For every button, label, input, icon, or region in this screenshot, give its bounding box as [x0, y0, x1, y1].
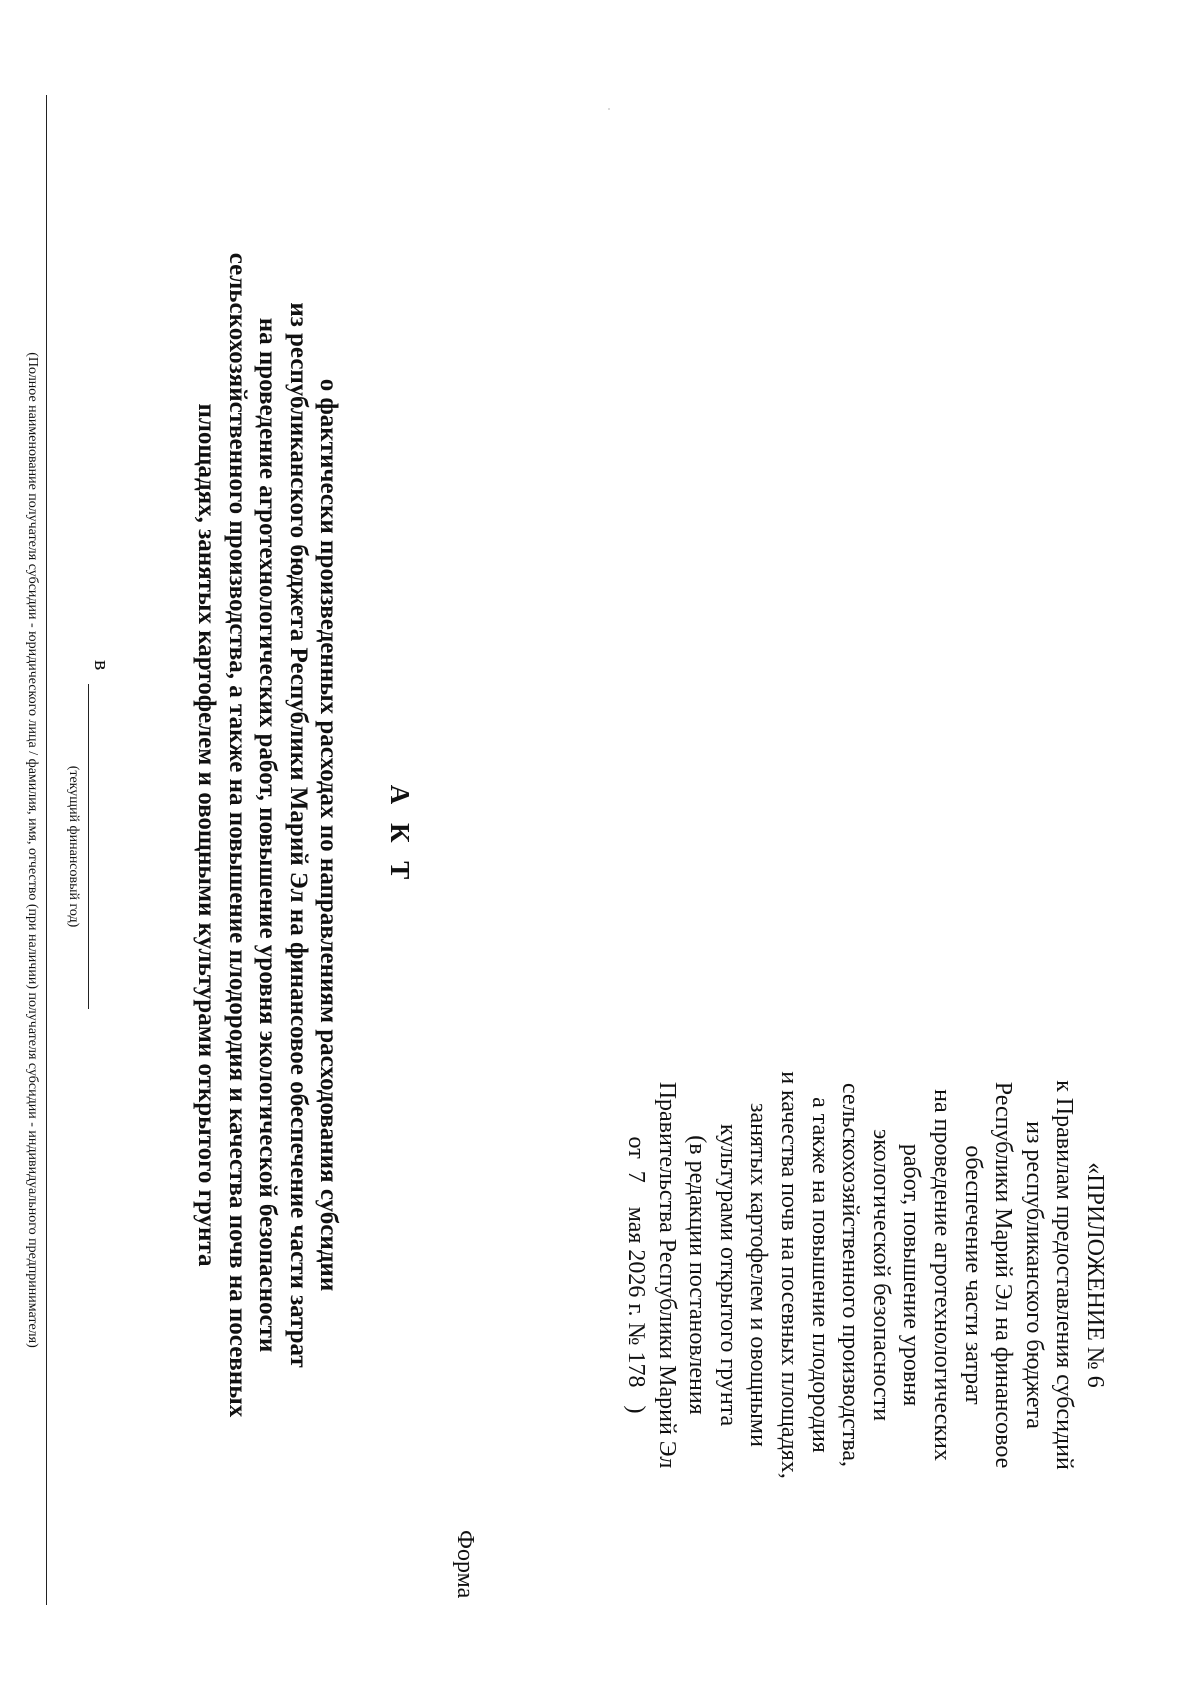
form-label: Форма	[452, 1530, 478, 1599]
act-subtitle-line-2: из республиканского бюджета Республики Марий Эл на финансовое обеспечение части затрат	[284, 302, 312, 1368]
act-subtitle-line-1: о фактически произведенных расходах по направлениям расходования субсидии	[315, 378, 342, 1292]
appendix-header	[621, 925, 1111, 1625]
financial-year-prefix: в	[90, 660, 115, 671]
appendix-line-11: и качества почв на посевных площадях,	[776, 1071, 803, 1479]
appendix-line-1: «ПРИЛОЖЕНИЕ № 6	[1082, 1162, 1108, 1388]
appendix-line-7: работ, повышение уровня	[898, 1143, 925, 1407]
appendix-line-3: из республиканского бюджета	[1020, 1121, 1047, 1429]
act-title-block	[191, 60, 415, 1610]
appendix-line-12: занятых картофелем и овощными	[745, 1103, 772, 1447]
appendix-line-10: а также на повышение плодородия	[806, 1097, 833, 1453]
appendix-signed-date-line: от 7 мая 2026 г. № 178 )	[623, 1136, 650, 1414]
appendix-line-13: культурами открытого грунта	[714, 1123, 741, 1427]
appendix-line-15: Правительства Республики Марий Эл	[653, 1081, 680, 1469]
scan-speck	[608, 108, 610, 110]
appendix-line-5: обеспечение части затрат	[959, 1145, 986, 1405]
recipient-name-blank-field[interactable]	[46, 95, 47, 1605]
act-subtitle-line-5: площадях, занятых картофелем и овощными культурами открытого грунта	[193, 403, 221, 1267]
act-heading: А К Т	[385, 784, 415, 886]
act-subtitle-line-4: сельскохозяйственного производства, а также на повышение плодородия и качества почв на посевных	[223, 252, 251, 1418]
appendix-line-6: на проведение агротехнологических	[929, 1089, 956, 1461]
appendix-line-8: экологической безопасности	[867, 1128, 894, 1422]
appendix-line-14: (в редакции постановления	[684, 1135, 711, 1415]
financial-year-caption: (текущий финансовый год)	[66, 765, 81, 928]
appendix-line-2: к Правилам предоставления субсидий	[1051, 1080, 1078, 1470]
financial-year-blank-field[interactable]	[88, 684, 89, 1009]
act-subtitle	[191, 60, 343, 1610]
appendix-line-4: Республики Марий Эл на финансовое	[990, 1081, 1017, 1469]
act-subtitle-line-3: на проведение агротехнологических работ, повышение уровня экологической безопасности	[254, 317, 282, 1353]
appendix-line-9: сельскохозяйственного производства,	[837, 1082, 864, 1468]
recipient-name-caption: (Полное наименование получателя субсидии - юридического лица / фамилия, имя, отчество (при наличии) получателя субсидии - индивидуального предпринимателя)	[25, 352, 40, 1348]
